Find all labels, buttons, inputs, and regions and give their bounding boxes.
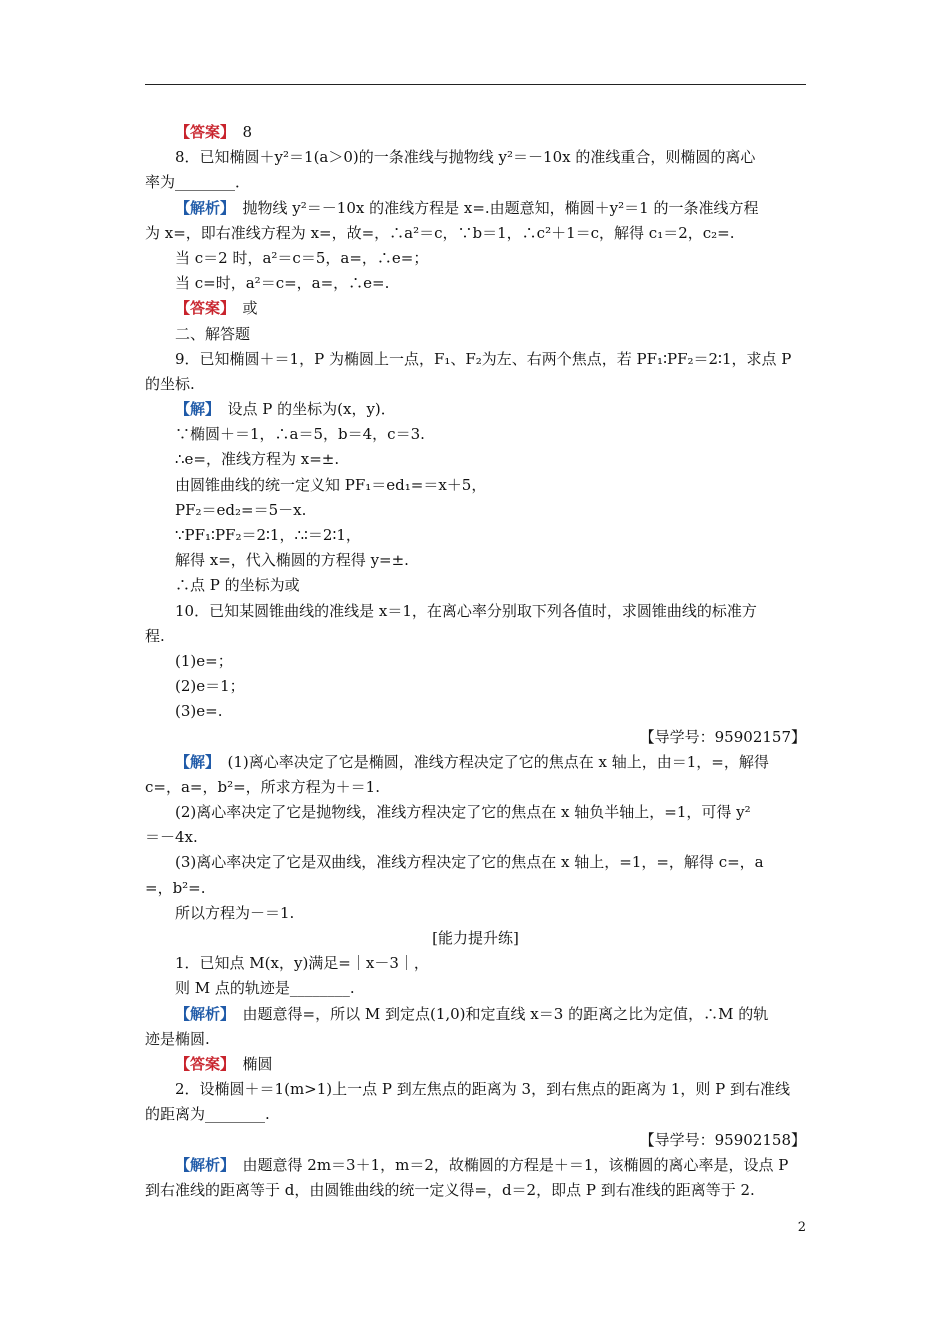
- text-line: [145, 699, 806, 724]
- text-line-continuation: [145, 624, 806, 649]
- text-line: [145, 145, 806, 170]
- text-line: [145, 523, 806, 548]
- line-text: 8．已知椭圆＋y²＝1(a＞0)的一条准线与抛物线 y²＝－10x 的准线重合，则椭圆的离心: [175, 148, 756, 167]
- text-line: [145, 901, 806, 926]
- text-line: [145, 951, 806, 976]
- text-line-continuation: [145, 825, 806, 850]
- line-text: 由题意得=，所以 M 到定点(1,0)和定直线 x＝3 的距离之比为定值，∴M 的轨: [227, 1004, 769, 1023]
- analysis-tag: 【解析】: [175, 1004, 228, 1023]
- text-line-continuation: [145, 1102, 806, 1127]
- guide-number: [145, 1128, 806, 1153]
- line-text: (1)离心率决定了它是椭圆，准线方程决定了它的焦点在 x 轴上，由＝1，=，解得: [212, 752, 769, 771]
- text-line: [145, 573, 806, 598]
- solution-tag: 【解】: [175, 752, 213, 771]
- line-text: 8: [227, 123, 253, 141]
- text-line-continuation: [145, 1178, 806, 1203]
- line-text: (2)离心率决定了它是抛物线，准线方程决定了它的焦点在 x 轴负半轴上，=1，可得 y²: [175, 803, 751, 822]
- text-line: [145, 649, 806, 674]
- line-text: 到右准线的距离等于 d，由圆锥曲线的统一定义得=，d＝2，即点 P 到右准线的距离等于 2.: [145, 1180, 755, 1199]
- header-rule: [145, 84, 806, 85]
- line-text: ∴e=，准线方程为 x=±.: [175, 450, 340, 469]
- text-line: [145, 246, 806, 271]
- line-text: 所以方程为－＝1.: [175, 903, 295, 922]
- line-text: 的距离为________.: [145, 1105, 270, 1124]
- line-text: 迹是椭圆.: [145, 1029, 210, 1048]
- line-text: PF₂＝ed₂=＝5－x.: [175, 500, 307, 519]
- text-line: [145, 800, 806, 825]
- text-line-continuation: [145, 221, 806, 246]
- line-text: ∵PF₁∶PF₂＝2∶1，∴∶＝2∶1，: [175, 526, 361, 544]
- text-line: [145, 322, 806, 347]
- line-text: 抛物线 y²＝－10x 的准线方程是 x=.由题意知，椭圆＋y²＝1 的一条准线方程: [227, 198, 759, 217]
- line-text: ＝－4x.: [145, 828, 198, 847]
- line-text: 或: [227, 299, 258, 318]
- analysis-line: [145, 196, 806, 221]
- line-text: 2．设椭圆＋＝1(m>1)上一点 P 到左焦点的距离为 3，到右焦点的距离为 1，则 P 到右准线: [175, 1080, 791, 1099]
- text-line: [145, 422, 806, 447]
- text-line-continuation: [145, 876, 806, 901]
- text-line: [145, 473, 806, 498]
- text-line: [145, 599, 806, 624]
- line-text: 为 x=，即右准线方程为 x=，故=，∴a²＝c，∵b＝1，∴c²＋1＝c，解得 c₁＝2，c₂=.: [145, 223, 735, 242]
- answer-line: [145, 296, 806, 321]
- text-line: [145, 447, 806, 472]
- line-text: ∴点 P 的坐标为或: [175, 576, 300, 595]
- line-text: (3)e=.: [175, 702, 223, 721]
- text-line-continuation: [145, 1027, 806, 1052]
- text-line: [145, 347, 806, 372]
- line-text: 9．已知椭圆＋＝1，P 为椭圆上一点，F₁、F₂为左、右两个焦点，若 PF₁∶PF₂＝2∶1，求点 P: [175, 349, 792, 368]
- line-text: 10．已知某圆锥曲线的准线是 x＝1，在离心率分别取下列各值时，求圆锥曲线的标准方: [175, 601, 757, 620]
- analysis-tag: 【解析】: [175, 198, 228, 217]
- line-text: 当 c=时，a²＝c=，a=，∴e=.: [175, 274, 390, 293]
- line-text: 当 c＝2 时，a²＝c＝5，a=，∴e=；: [175, 248, 429, 267]
- line-text: [能力提升练]: [432, 929, 519, 947]
- text-line: [145, 548, 806, 573]
- document-body: [145, 120, 806, 1203]
- line-text: 【导学号：95902158】: [639, 1130, 806, 1149]
- line-text: 由圆锥曲线的统一定义知 PF₁＝ed₁=＝x＋5，: [175, 475, 487, 494]
- line-text: 解得 x=，代入椭圆的方程得 y=±.: [175, 551, 409, 570]
- text-line: [145, 1077, 806, 1102]
- analysis-line: [145, 1153, 806, 1178]
- line-text: 1．已知点 M(x，y)满足=｜x－3｜，: [175, 954, 429, 973]
- line-text: 则 M 点的轨迹是________.: [175, 979, 355, 998]
- line-text: 二、解答题: [175, 324, 251, 343]
- line-text: =，b²=.: [145, 878, 206, 897]
- text-line: [145, 271, 806, 296]
- solution-line: [145, 750, 806, 775]
- page-number: 2: [797, 1220, 806, 1235]
- line-text: 程.: [145, 626, 165, 645]
- answer-line: [145, 1052, 806, 1077]
- solution-tag: 【解】: [175, 400, 213, 419]
- answer-line: [145, 120, 806, 145]
- analysis-tag: 【解析】: [175, 1155, 228, 1174]
- text-line-continuation: [145, 170, 806, 195]
- answer-tag: 【答案】: [175, 299, 228, 318]
- text-line: [145, 498, 806, 523]
- line-text: (1)e=；: [175, 651, 233, 670]
- line-text: 的坐标.: [145, 374, 195, 393]
- text-line-continuation: [145, 775, 806, 800]
- text-line: [145, 850, 806, 875]
- answer-tag: 【答案】: [175, 123, 228, 141]
- line-text: 椭圆: [227, 1054, 273, 1073]
- line-text: ∵椭圆＋＝1，∴a＝5，b＝4，c＝3.: [175, 425, 425, 444]
- line-text: (3)离心率决定了它是双曲线，准线方程决定了它的焦点在 x 轴上，=1，=，解得 c=，a: [175, 853, 764, 872]
- line-text: (2)e＝1；: [175, 677, 245, 696]
- line-text: 由题意得 2m＝3＋1，m＝2，故椭圆的方程是＋＝1，该椭圆的离心率是，设点 P: [227, 1155, 789, 1174]
- analysis-line: [145, 1002, 806, 1027]
- solution-line: [145, 397, 806, 422]
- line-text: 率为________．: [145, 173, 251, 192]
- section-heading: [145, 926, 806, 951]
- line-text: c=，a=，b²=，所求方程为＋＝1.: [145, 777, 380, 796]
- text-line: [145, 976, 806, 1001]
- text-line: [145, 674, 806, 699]
- line-text: 设点 P 的坐标为(x，y)．: [212, 400, 396, 419]
- line-text: 【导学号：95902157】: [639, 727, 806, 746]
- answer-tag: 【答案】: [175, 1054, 228, 1073]
- text-line-continuation: [145, 372, 806, 397]
- guide-number: [145, 725, 806, 750]
